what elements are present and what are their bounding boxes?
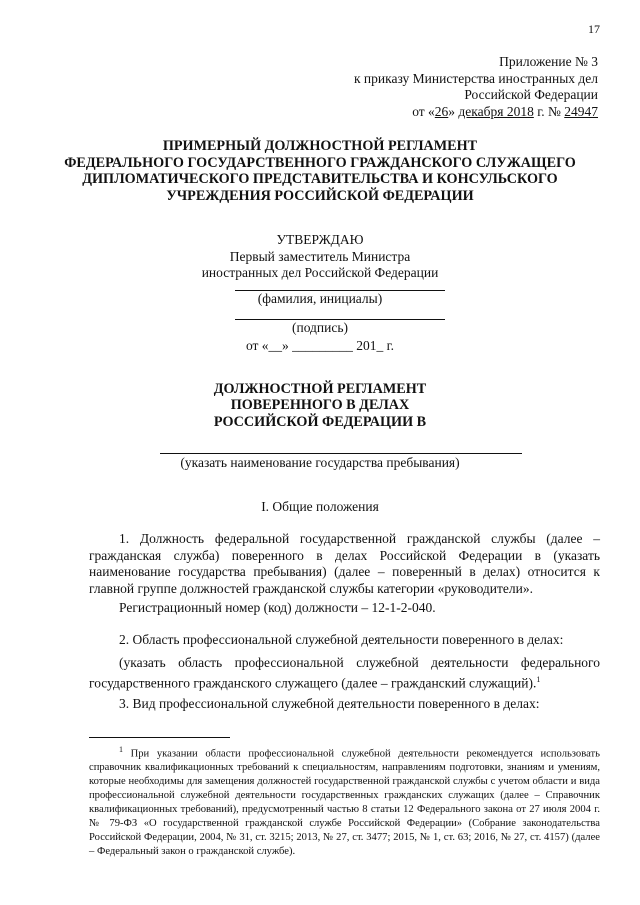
paragraph-1: 1. Должность федеральной государственной гражданской службы (далее – гражданская служба) поверенного в делах Российской Федерации в (указать наименование государства пребывания) (далее – поверенный в делах) относится к главной группе должностей гражданской службы категории «руководители». — [89, 531, 600, 596]
approval-block — [0, 232, 640, 282]
date-prefix: от « — [412, 103, 435, 119]
paragraph-5: 3. Вид профессиональной служебной деятельности поверенного в делах: — [119, 696, 540, 711]
appendix-block — [354, 54, 598, 120]
signature-caption: (подпись) — [291, 320, 349, 335]
footnote-marker: 1 — [119, 745, 123, 754]
approval-line-2: иностранных дел Российской Федерации — [201, 265, 439, 280]
regulation-title-line-1: ДОЛЖНОСТНОЙ РЕГЛАМЕНТ — [213, 381, 427, 397]
paragraph-2: Регистрационный номер (код) должности – 12-1-2-040. — [119, 600, 436, 615]
date-month-year: декабря 2018 — [458, 103, 534, 119]
paragraph-4-text: (указать область профессиональной служебной деятельности федерального государственного гражданского служащего (далее – гражданский служащий). — [89, 655, 600, 691]
main-title-line-4: УЧРЕЖДЕНИЯ РОССИЙСКОЙ ФЕДЕРАЦИИ — [166, 187, 474, 204]
footnote-text: При указании области профессиональной служебной деятельности рекомендуется использовать справочник квалификационных требований к специальностям, направлениям подготовки, знаниям и умениям, которые необходимы для замещения должностей государственной гражданской службы с учетом области и вида профессиональной служебной деятельности государственных гражданских служащих (далее – Справочник квалификационных требований), предусмотренный частью 8 статьи 12 Федерального закона от 27 июля 2004 г. № 79-ФЗ «О государственной гражданской службе Российской Федерации» (Собрание законодательства Российской Федерации, 2004, № 31, ст. 3215; 2013, № 27, ст. 3477; 2015, № 1, ст. 63; 2016, № 27, ст. 4157) (далее – Федеральный закон о гражданской службе). — [89, 748, 600, 857]
regulation-title — [0, 381, 640, 430]
state-name-line — [160, 453, 522, 454]
paragraph-3: 2. Область профессиональной служебной деятельности поверенного в делах: — [119, 632, 564, 647]
footnote-separator — [89, 737, 230, 738]
name-caption: (фамилия, инициалы) — [257, 291, 383, 306]
order-number: 24947 — [564, 103, 598, 119]
main-title-line-1: ПРИМЕРНЫЙ ДОЛЖНОСТНОЙ РЕГЛАМЕНТ — [162, 138, 478, 154]
approval-line-1: Первый заместитель Министра — [229, 248, 411, 264]
appendix-date-line — [354, 104, 598, 121]
footnote-ref: 1 — [536, 674, 541, 684]
date-day: 26 — [434, 103, 449, 119]
section-heading: I. Общие положения — [261, 499, 379, 514]
main-title-line-2: ФЕДЕРАЛЬНОГО ГОСУДАРСТВЕННОГО ГРАЖДАНСКОГО СЛУЖАЩЕГО — [64, 154, 576, 171]
page-number: 17 — [588, 22, 600, 36]
appendix-line-1: Приложение № 3 — [499, 54, 598, 69]
main-title-line-3: ДИПЛОМАТИЧЕСКОГО ПРЕДСТАВИТЕЛЬСТВА И КОНСУЛЬСКОГО — [82, 171, 558, 188]
regulation-title-line-2: ПОВЕРЕННОГО В ДЕЛАХ — [230, 397, 410, 414]
appendix-line-3: Российской Федерации — [464, 87, 598, 102]
regulation-title-line-3: РОССИЙСКОЙ ФЕДЕРАЦИИ В — [213, 413, 427, 430]
footnote — [89, 743, 600, 859]
state-caption: (указать наименование государства пребывания) — [180, 455, 460, 470]
approval-date-line: от «__» _________ 201_ г. — [245, 338, 395, 353]
date-suffix: г. № — [533, 103, 565, 119]
appendix-line-2: к приказу Министерства иностранных дел — [354, 70, 598, 86]
approval-heading: УТВЕРЖДАЮ — [276, 232, 364, 247]
paragraph-4 — [89, 655, 600, 692]
main-title — [0, 138, 640, 204]
date-mid: » — [448, 103, 459, 119]
